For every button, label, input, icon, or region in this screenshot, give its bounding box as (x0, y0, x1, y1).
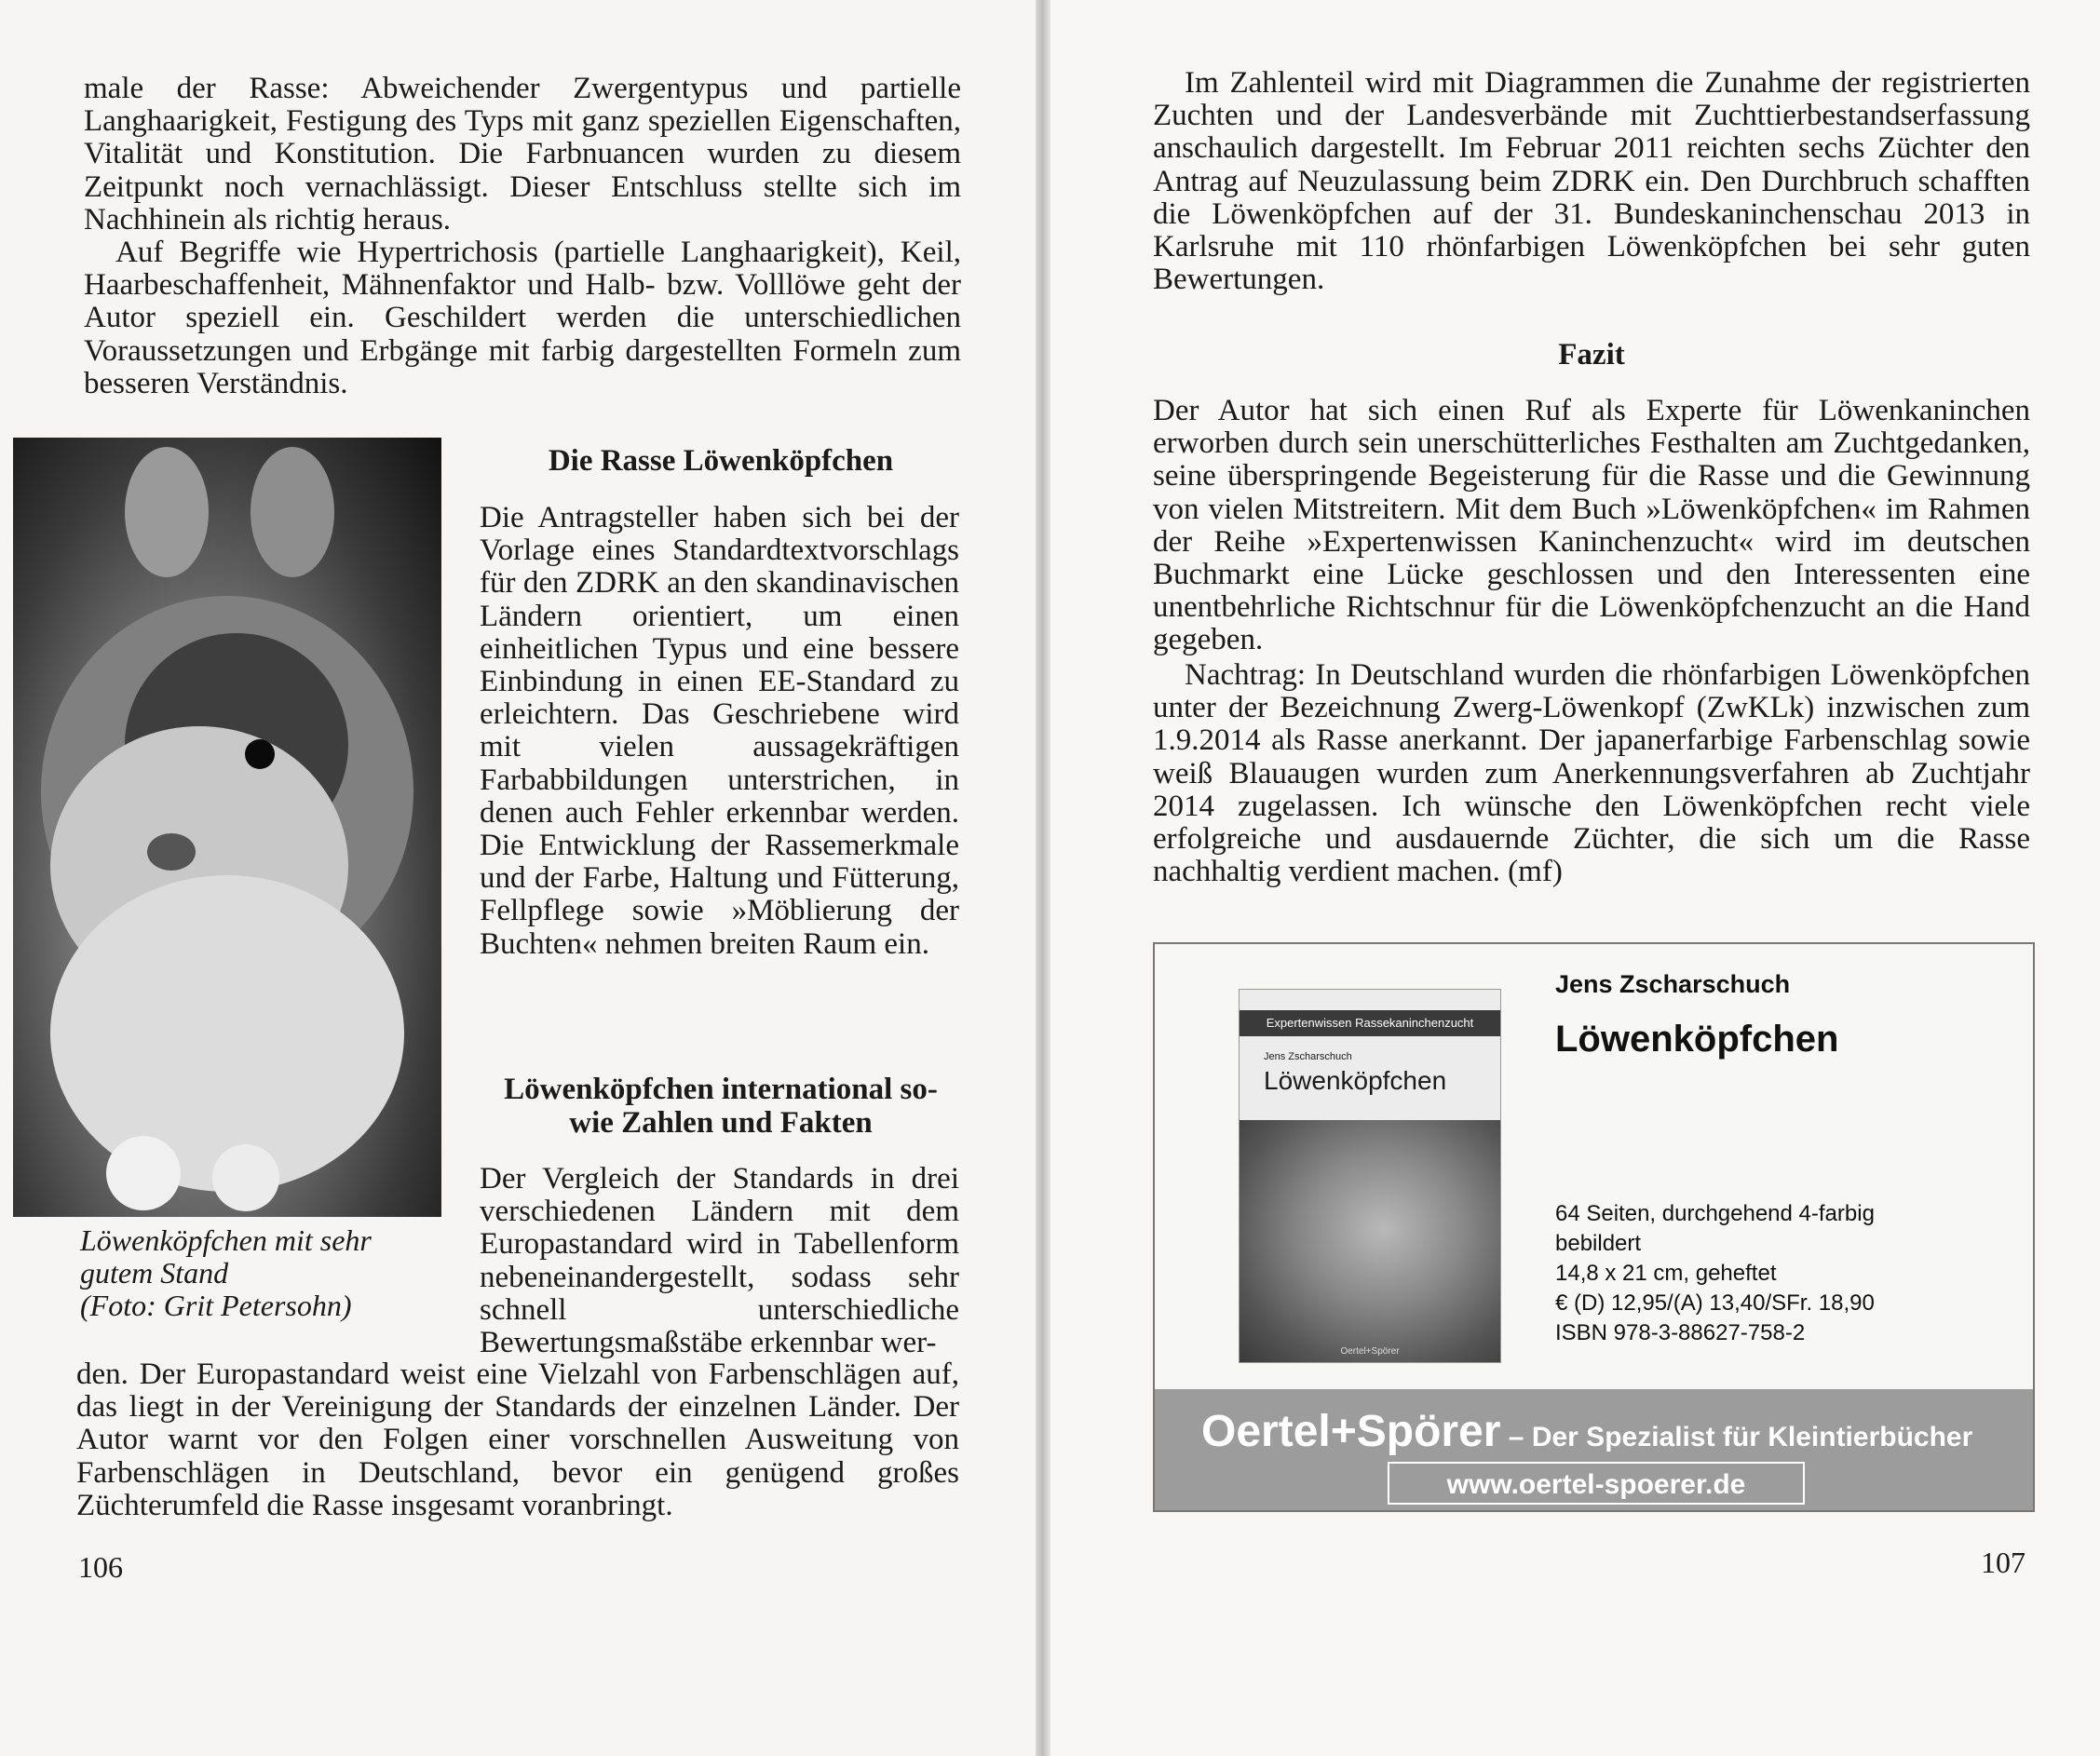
publisher-name: Oertel+Spörer (1201, 1407, 1501, 1456)
left-page (0, 0, 1036, 1756)
ad-detail-isbn: ISBN 978-3-88627-758-2 (1555, 1320, 1806, 1345)
ad-detail-pages: 64 Seiten, durchgehend 4-farbig (1555, 1201, 1875, 1226)
page-number-left: 106 (78, 1550, 123, 1584)
heading-rasse: Die Rasse Löwenköpfchen (548, 444, 894, 478)
ad-detail-format: 14,8 x 21 cm, geheftet (1555, 1261, 1777, 1286)
right-paragraph-3: Nachtrag: In Deutschland wurden die rhönfarbigen Löwenköpfchen unter der Bezeichnung Zwerg-Löwenkopf (ZwKLk) inzwischen zum 1.9.2014 als Rasse anerkannt. Der japanerfarbige Farbenschlag sowie weiß Blauaugen wurden zum Anerkennungsverfahren ab Zuchtjahr 2014 zugelassen. Ich wünsche den Löwenköpfchen recht viele erfolgreiche und ausdauernde Züchter, die sich um die Rasse nachhaltig verdient machen. (mf) (1153, 658, 2030, 889)
caption-line-2: gutem Stand (80, 1256, 229, 1290)
publisher-brand (1201, 1406, 1972, 1457)
left-paragraph-4b: den. Der Europastandard weist eine Vielzahl von Farbenschlägen auf, das liegt in der Vereinigung der Standards der einzelnen Länder. Der Autor warnt vor den Folgen einer vorschnellen Ausweitung von Farbenschlägen in Deutschland, bevor ein genügend großes Züchterumfeld die Rasse insgesamt voranbringt. (76, 1358, 959, 1522)
heading-international (480, 1073, 962, 1140)
ad-author: Jens Zscharschuch (1555, 970, 1791, 998)
book-advertisement (1153, 942, 2035, 1512)
right-paragraph-2: Der Autor hat sich einen Ruf als Experte für Löwenkaninchen erworben durch sein unerschütterliches Festhalten am Zuchtgedanken, seine überspringende Begeisterung für die Rasse und die Gewinnung von vielen Mitstreitern. Mit dem Buch »Löwenköpfchen« im Rahmen der Reihe »Expertenwissen Kaninchenzucht« wird im deutschen Buchmarkt eine Lücke geschlossen und den Interessenten eine unentbehrliche Richtschnur für die Löwenköpfchenzucht an die Hand gegeben. (1153, 394, 2030, 657)
caption-line-3: (Foto: Grit Petersohn) (80, 1289, 352, 1322)
cover-series: Expertenwissen Rassekaninchenzucht (1240, 1010, 1500, 1036)
cover-rabbit-image (1240, 1120, 1500, 1362)
cover-author: Jens Zscharschuch (1264, 1051, 1352, 1062)
heading-fazit: Fazit (1558, 338, 1625, 371)
caption-line-1: Löwenköpfchen mit sehr (80, 1223, 372, 1257)
rabbit-photo (13, 438, 441, 1217)
ad-detail-price: € (D) 12,95/(A) 13,40/SFr. 18,90 (1555, 1290, 1875, 1316)
left-paragraph-3: Die Antragsteller haben sich bei der Vorlage eines Standardtextvorschlags für den ZDRK an den skandinavischen Ländern orientiert, um einen einheitlichen Typus und eine bessere Einbindung in einen EE-Standard zu erleichtern. Das Geschriebene wird mit vielen aussagekräftigen Farbabbildungen unterstrichen, in denen auch Fehler erkennbar werden. Die Entwicklung der Rassemerkmale und der Farbe, Haltung und Fütterung, Fellpflege sowie »Möblierung der Buchten« nehmen breiten Raum ein. (480, 501, 959, 961)
book-cover (1239, 989, 1501, 1363)
left-paragraph-1: male der Rasse: Abweichender Zwergentypus und partielle Langhaarigkeit, Festigung des Typs mit ganz speziellen Eigenschaften, Vitalität und Konstitution. Die Farbnuancen wurden zu diesem Zeitpunkt noch vernachlässigt. Dieser Entschluss stellte sich im Nachhinein als richtig heraus. (84, 72, 961, 236)
publisher-url[interactable]: www.oertel-spoerer.de (1388, 1462, 1805, 1505)
ad-details (1555, 1199, 1875, 1348)
photo-caption (80, 1224, 434, 1322)
cover-title: Löwenköpfchen (1264, 1066, 1447, 1095)
cover-publisher: Oertel+Spörer (1340, 1346, 1400, 1357)
heading-international-line-1: Löwenköpfchen international so- (504, 1073, 938, 1106)
heading-international-line-2: wie Zahlen und Fakten (569, 1106, 873, 1140)
page-number-right: 107 (1981, 1546, 2025, 1579)
book-gutter (1036, 0, 1050, 1756)
publisher-banner (1155, 1389, 2033, 1510)
rabbit-illustration (13, 438, 441, 1217)
right-paragraph-1: Im Zahlenteil wird mit Diagrammen die Zunahme der registrierten Zuchten und der Landesverbände mit Zuchttierbestandserfassung anschaulich dargestellt. Im Februar 2011 reichten sechs Züchter den Antrag auf Neuzulassung beim ZDRK ein. Den Durchbruch schafften die Löwenköpfchen auf der 31. Bundeskaninchenschau 2013 in Karlsruhe mit 110 rhönfarbigen Löwenköpfchen bei sehr guten Bewertungen. (1153, 66, 2030, 297)
ad-detail-illustrated: bebildert (1555, 1231, 1642, 1256)
left-paragraph-4a: Der Vergleich der Standards in drei verschiedenen Ländern mit dem Europastandard wird in Tabellenform nebeneinandergestellt, sodass sehr schnell unterschiedliche Bewertungsmaßstäbe erkennbar wer- (480, 1162, 959, 1360)
ad-title: Löwenköpfchen (1555, 1019, 1839, 1060)
left-paragraph-2: Auf Begriffe wie Hypertrichosis (partielle Langhaarigkeit), Keil, Haarbeschaffenheit, Mähnenfaktor und Halb- bzw. Volllöwe geht der Autor speziell ein. Geschildert werden die unterschiedlichen Voraussetzungen und Erbgänge mit farbig dargestellten Formeln zum besseren Verständnis. (84, 236, 961, 400)
publisher-tagline: – Der Spezialist für Kleintierbücher (1500, 1422, 1973, 1452)
